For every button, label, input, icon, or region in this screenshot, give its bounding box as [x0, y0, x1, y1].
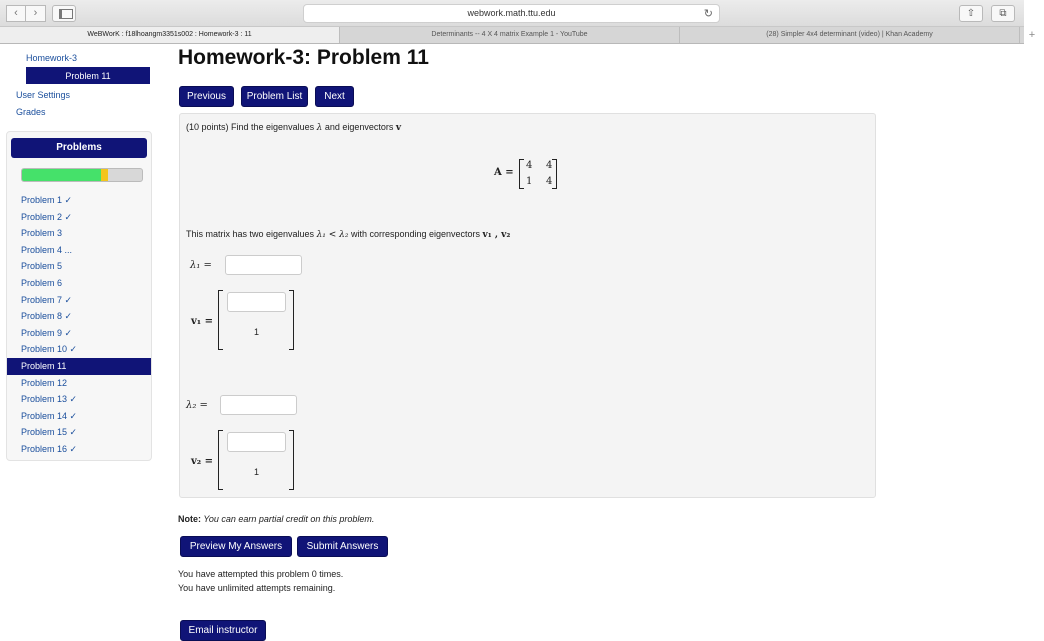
- problem-list-item[interactable]: Problem 9 ✓: [21, 327, 73, 338]
- forward-button[interactable]: ›: [26, 5, 46, 22]
- matrix-label: A =: [494, 167, 514, 178]
- problem-list-item[interactable]: Problem 5: [21, 261, 63, 272]
- matrix-right-bracket: [552, 159, 557, 189]
- remaining-attempts-text: You have unlimited attempts remaining.: [178, 583, 336, 593]
- v2-component-input[interactable]: [227, 432, 286, 452]
- statement-mid: with corresponding eigenvectors: [348, 229, 483, 239]
- nav-current-problem[interactable]: Problem 11: [26, 67, 150, 84]
- v2-right-bracket: [289, 430, 294, 490]
- v1-component-input[interactable]: [227, 292, 286, 312]
- problem-prompt: [186, 122, 401, 133]
- submit-answers-button[interactable]: Submit Answers: [297, 536, 388, 557]
- tab-khan-academy[interactable]: (28) Simpler 4x4 determinant (video) | Khan Academy: [680, 27, 1020, 43]
- matrix-a11: 4: [526, 160, 533, 171]
- problem-list-item[interactable]: Problem 12: [21, 377, 68, 388]
- note-label: Note:: [178, 514, 201, 524]
- v2-fixed-component: 1: [254, 467, 260, 477]
- v2-label: v₂ =: [191, 456, 214, 467]
- prompt-prefix: (10 points) Find the eigenvalues: [186, 122, 317, 132]
- reload-icon[interactable]: ↻: [703, 8, 713, 20]
- statement-vectors: v₁ , v₂: [482, 230, 511, 240]
- problem-list-item[interactable]: Problem 1 ✓: [21, 195, 73, 205]
- lambda1-label: λ₁ =: [190, 260, 212, 271]
- previous-button[interactable]: Previous: [179, 86, 234, 107]
- lambda1-input[interactable]: [225, 255, 302, 275]
- address-bar[interactable]: [303, 4, 720, 23]
- back-button[interactable]: ‹: [6, 5, 26, 22]
- prompt-mid: and eigenvectors: [322, 122, 396, 132]
- note-text: You can earn partial credit on this problem.: [201, 514, 375, 524]
- browser-toolbar: [0, 0, 1024, 27]
- url-text: webwork.math.ttu.edu: [467, 8, 556, 18]
- problems-panel: [6, 131, 152, 461]
- problem-list-item[interactable]: Problem 6: [21, 277, 63, 288]
- lambda-symbol: λ: [316, 123, 323, 133]
- matrix-left-bracket: [519, 159, 524, 189]
- v1-right-bracket: [289, 290, 294, 350]
- problem-list-item[interactable]: Problem 2 ✓: [21, 211, 73, 222]
- email-instructor-button[interactable]: Email instructor: [180, 620, 266, 641]
- problem-list-item[interactable]: Problem 10 ✓: [21, 344, 78, 355]
- progress-bar: [21, 168, 143, 182]
- problem-list: [7, 192, 151, 458]
- next-button[interactable]: Next: [315, 86, 354, 107]
- preview-answers-button[interactable]: Preview My Answers: [180, 536, 292, 557]
- nav-grades[interactable]: Grades: [16, 107, 46, 117]
- progress-correct-fill: [22, 169, 101, 181]
- problem-list-item[interactable]: Problem 14 ✓: [21, 410, 78, 421]
- tab-webwork[interactable]: WeBWorK : f18lhoangm3351s002 : Homework-3 : 11: [0, 27, 340, 43]
- progress-partial-fill: [101, 169, 108, 181]
- v1-fixed-component: 1: [254, 327, 260, 337]
- tab-bar: [0, 27, 1036, 44]
- problem-list-item[interactable]: Problem 16 ✓: [21, 443, 78, 454]
- problem-list-item[interactable]: Problem 15 ✓: [21, 427, 78, 438]
- statement-inequality: λ₁ < λ₂: [316, 230, 349, 240]
- problems-header: Problems: [11, 138, 147, 158]
- v2-left-bracket: [218, 430, 223, 490]
- problem-list-item[interactable]: Problem 13 ✓: [21, 394, 78, 405]
- history-buttons: [6, 5, 46, 22]
- matrix-a21: 1: [526, 176, 533, 187]
- problem-list-button[interactable]: Problem List: [241, 86, 308, 107]
- problem-list-item[interactable]: Problem 8 ✓: [21, 311, 73, 322]
- partial-credit-note: [178, 514, 374, 524]
- nav-user-settings[interactable]: User Settings: [16, 90, 71, 100]
- v1-left-bracket: [218, 290, 223, 350]
- nav-homework-link[interactable]: Homework-3: [26, 53, 78, 63]
- problem-statement: [186, 229, 510, 240]
- statement-prefix: This matrix has two eigenvalues: [186, 229, 317, 239]
- problem-list-item[interactable]: Problem 7 ✓: [21, 294, 73, 305]
- matrix-a22: 4: [546, 176, 553, 187]
- page-title: Homework-3: Problem 11: [178, 46, 429, 69]
- show-tabs-icon[interactable]: ⧉: [991, 5, 1015, 22]
- problem-list-item[interactable]: Problem 11: [7, 358, 151, 375]
- v1-label: v₁ =: [191, 316, 214, 327]
- sidebar-toggle-icon[interactable]: [52, 5, 76, 22]
- matrix-a12: 4: [546, 160, 553, 171]
- new-tab-button[interactable]: +: [1028, 29, 1036, 41]
- share-icon[interactable]: ⇧: [959, 5, 983, 22]
- problem-box: [179, 113, 876, 498]
- lambda2-input[interactable]: [220, 395, 297, 415]
- left-nav: [6, 50, 152, 121]
- problem-list-item[interactable]: Problem 4 ...: [21, 244, 73, 255]
- v-symbol: v: [395, 123, 402, 133]
- problem-list-item[interactable]: Problem 3: [21, 228, 63, 239]
- attempts-text: You have attempted this problem 0 times.: [178, 569, 344, 579]
- tab-youtube[interactable]: Determinants -- 4 X 4 matrix Example 1 - YouTube: [340, 27, 680, 43]
- lambda2-label: λ₂ =: [186, 400, 208, 411]
